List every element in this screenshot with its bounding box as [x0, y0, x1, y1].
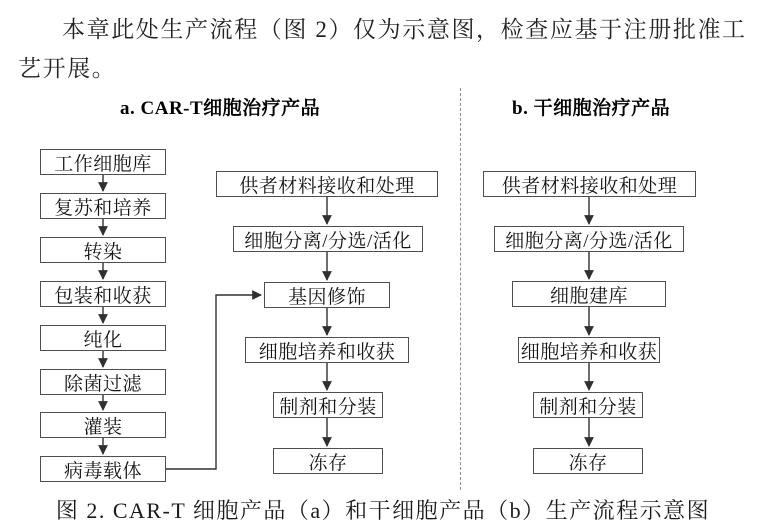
- flow-step-box: 细胞培养和收获: [245, 337, 409, 363]
- intro-paragraph: [18, 10, 758, 88]
- flow-step-box: 制剂和分装: [533, 392, 643, 418]
- section-a-title: a. CAR-T细胞治疗产品: [120, 98, 321, 119]
- flow-step-box: 基因修饰: [264, 282, 390, 308]
- flow-step-box: 供者材料接收和处理: [216, 171, 438, 197]
- intro-line-2: 艺开展。: [18, 56, 117, 81]
- section-b-title: b. 干细胞治疗产品: [512, 98, 671, 119]
- flow-step-box: 冻存: [273, 448, 383, 474]
- flow-step-box: 工作细胞库: [40, 149, 166, 175]
- flow-step-box: 病毒载体: [40, 456, 166, 482]
- figure-caption: 图 2. CAR-T 细胞产品（a）和干细胞产品（b）生产流程示意图: [55, 498, 711, 523]
- vector-to-gene-connector: [166, 295, 261, 469]
- flow-step-box: 供者材料接收和处理: [483, 171, 696, 197]
- flow-step-box: 冻存: [533, 448, 643, 474]
- section-divider: [460, 88, 461, 490]
- intro-line-1: 本章此处生产流程（图 2）仅为示意图，检查应基于注册批准工: [62, 17, 747, 42]
- flow-step-box: 包装和收获: [40, 281, 166, 307]
- flow-step-box: 细胞分离/分选/活化: [233, 226, 423, 252]
- flow-step-box: 细胞建库: [512, 281, 666, 307]
- flow-step-box: 转染: [40, 237, 166, 263]
- flow-step-box: 制剂和分装: [273, 392, 383, 418]
- flow-step-box: 细胞分离/分选/活化: [494, 226, 684, 252]
- flow-step-box: 细胞培养和收获: [518, 337, 660, 363]
- flow-step-box: 纯化: [40, 325, 166, 351]
- flow-step-box: 除菌过滤: [40, 369, 166, 395]
- flow-step-box: 灌装: [40, 412, 166, 438]
- flow-step-box: 复苏和培养: [40, 193, 166, 219]
